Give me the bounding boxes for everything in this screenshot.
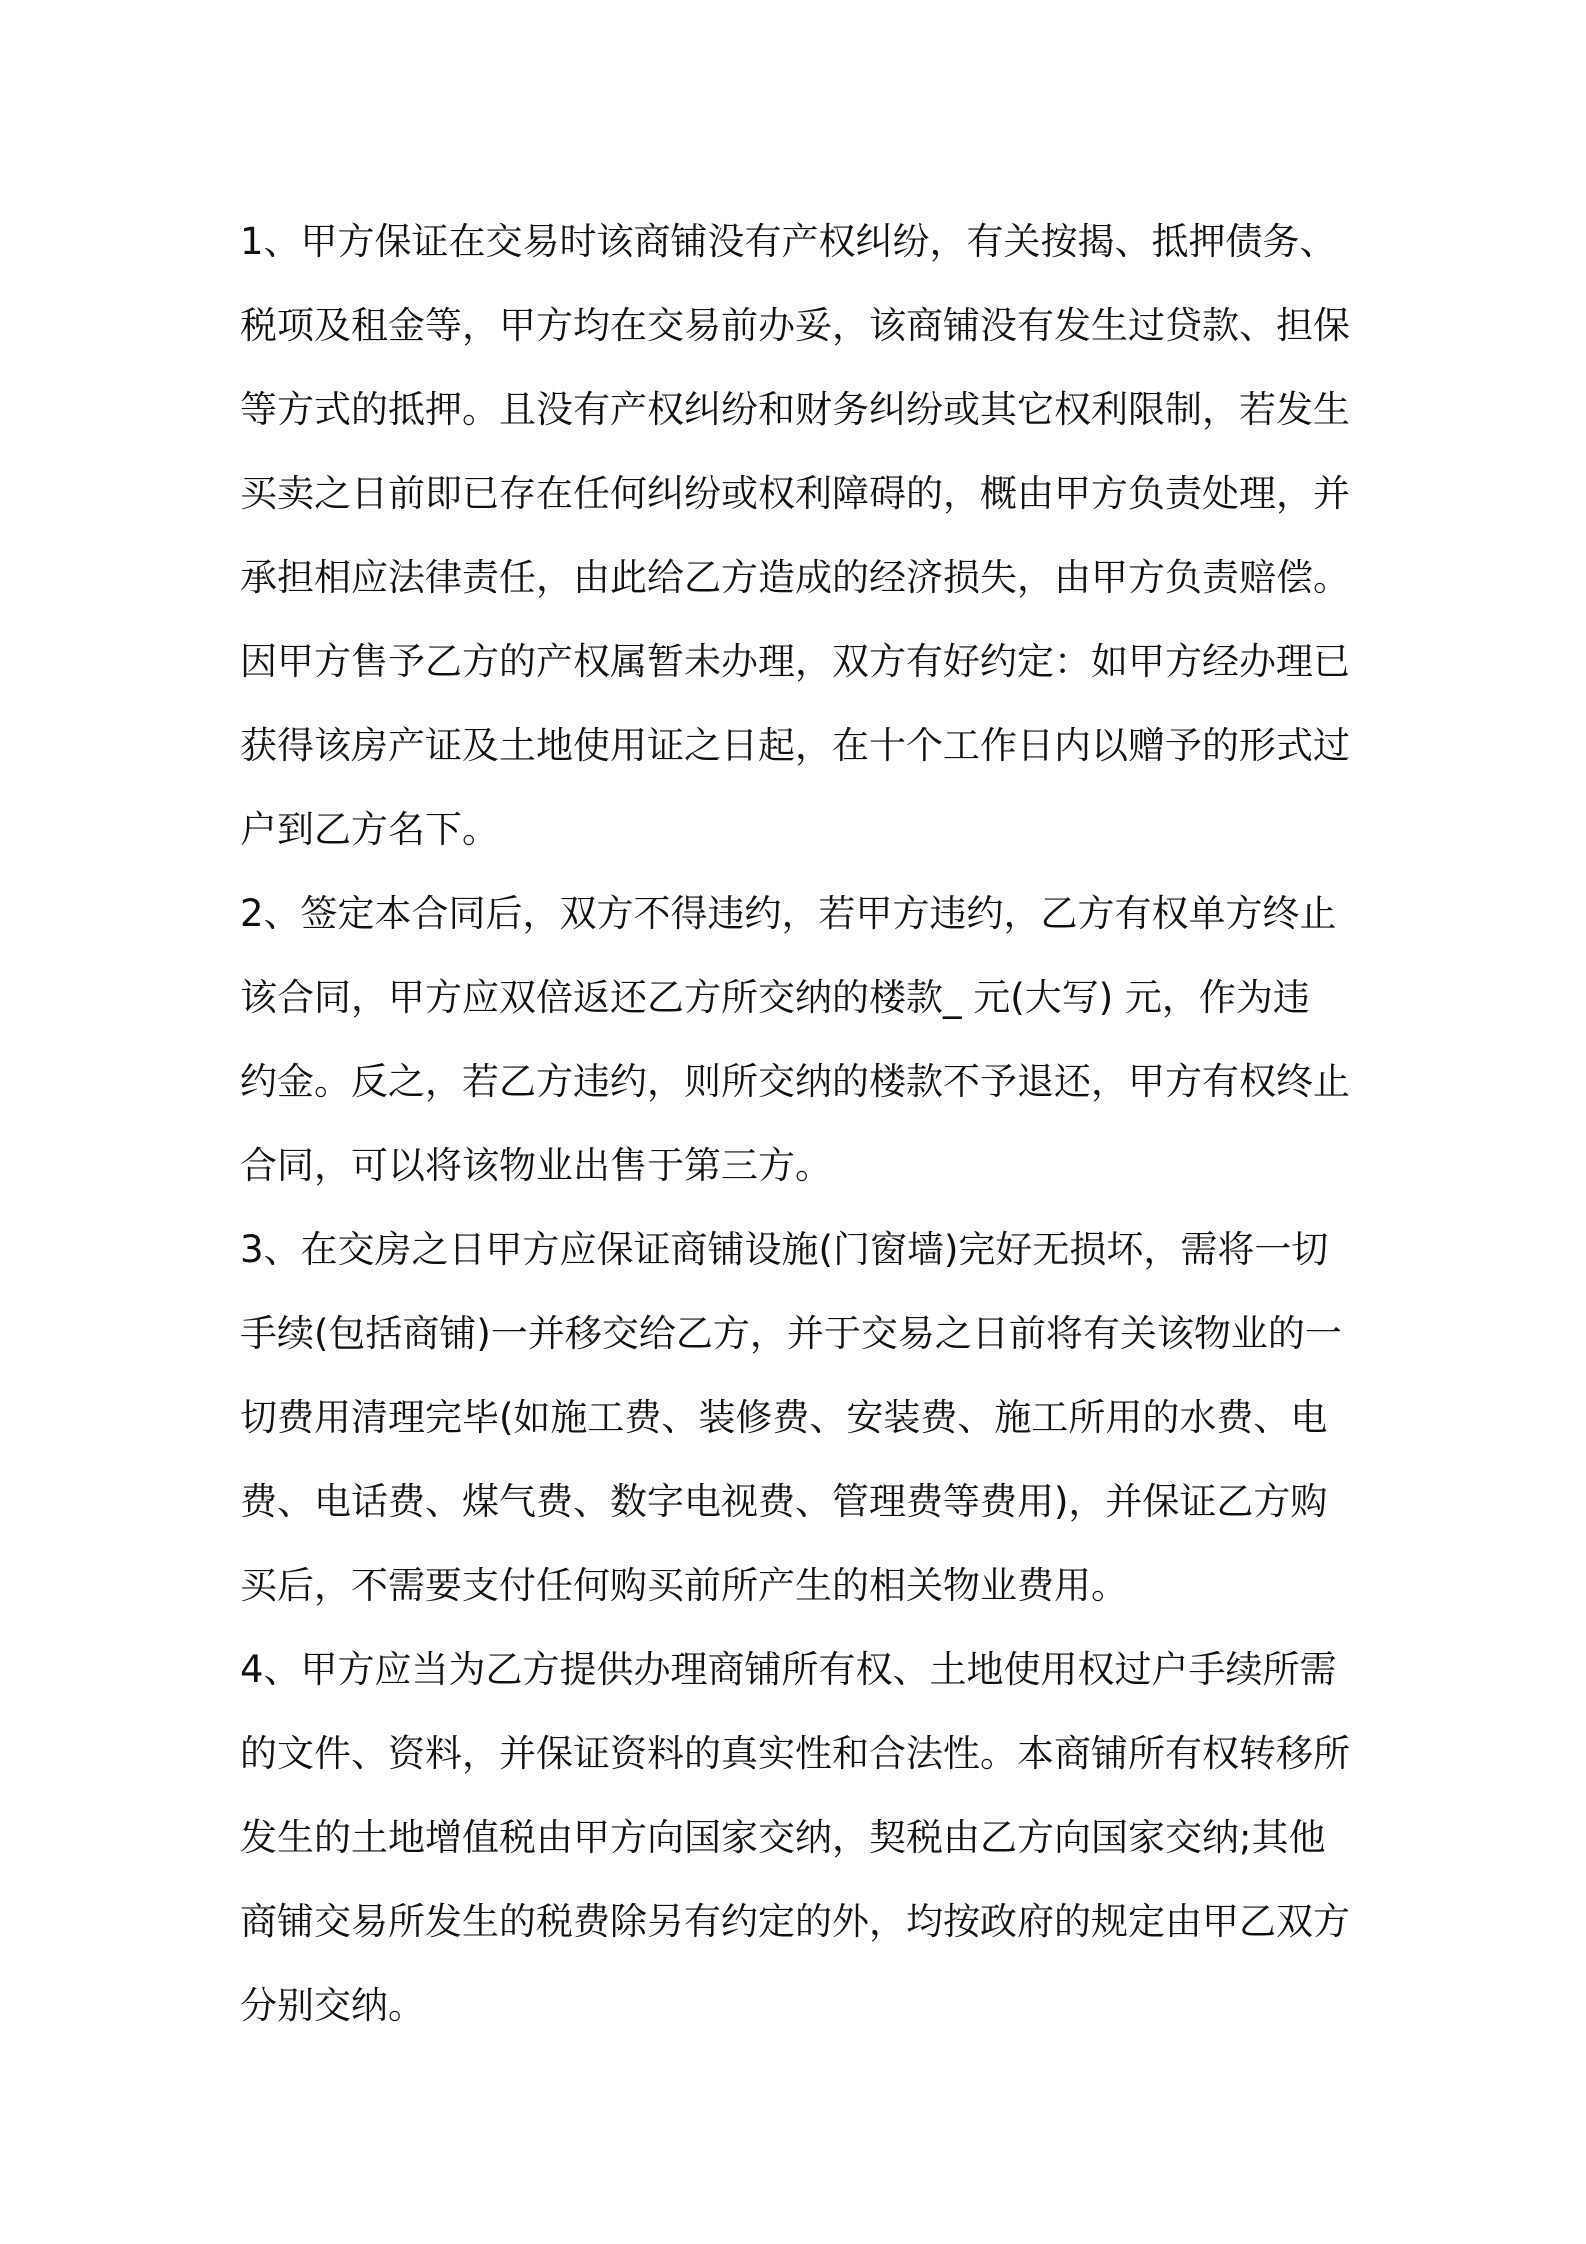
text-line: 买后，不需要支付任何购买前所产生的相关物业费用。 bbox=[240, 1564, 1128, 1607]
text-line: 该合同，甲方应双倍返还乙方所交纳的楼款_ 元(大写) 元，作为违 bbox=[240, 976, 1310, 1019]
text-line: 约金。反之，若乙方违约，则所交纳的楼款不予退还，甲方有权终止 bbox=[240, 1060, 1350, 1103]
text-line: 4、甲方应当为乙方提供办理商铺所有权、土地使用权过户手续所需 bbox=[240, 1648, 1337, 1691]
text-line: 因甲方售予乙方的产权属暂未办理，双方有好约定：如甲方经办理已 bbox=[240, 640, 1350, 683]
text-line: 户到乙方名下。 bbox=[240, 808, 499, 851]
text-line: 2、签定本合同后，双方不得违约，若甲方违约，乙方有权单方终止 bbox=[240, 892, 1337, 935]
text-line: 商铺交易所发生的税费除另有约定的外，均按政府的规定由甲乙双方 bbox=[240, 1900, 1350, 1943]
clause-4 bbox=[240, 1628, 1360, 2048]
text-line: 买卖之日前即已存在任何纠纷或权利障碍的，概由甲方负责处理，并 bbox=[240, 472, 1350, 515]
text-line: 分别交纳。 bbox=[240, 1984, 425, 2027]
text-line: 切费用清理完毕(如施工费、装修费、安装费、施工所用的水费、电 bbox=[240, 1396, 1328, 1439]
document-body bbox=[240, 200, 1360, 2048]
text-line: 1、甲方保证在交易时该商铺没有产权纠纷，有关按揭、抵押债务、 bbox=[240, 220, 1337, 263]
text-line: 手续(包括商铺)一并移交给乙方，并于交易之日前将有关该物业的一 bbox=[240, 1312, 1342, 1355]
text-line: 费、电话费、煤气费、数字电视费、管理费等费用)，并保证乙方购 bbox=[240, 1480, 1328, 1523]
clause-3 bbox=[240, 1208, 1360, 1628]
text-line: 税项及租金等，甲方均在交易前办妥，该商铺没有发生过贷款、担保 bbox=[240, 304, 1350, 347]
text-line: 发生的土地增值税由甲方向国家交纳，契税由乙方向国家交纳;其他 bbox=[240, 1816, 1326, 1859]
text-line: 的文件、资料，并保证资料的真实性和合法性。本商铺所有权转移所 bbox=[240, 1732, 1350, 1775]
text-line: 等方式的抵押。且没有产权纠纷和财务纠纷或其它权利限制，若发生 bbox=[240, 388, 1350, 431]
text-line: 承担相应法律责任，由此给乙方造成的经济损失，由甲方负责赔偿。 bbox=[240, 556, 1350, 599]
text-line: 合同，可以将该物业出售于第三方。 bbox=[240, 1144, 832, 1187]
text-line: 3、在交房之日甲方应保证商铺设施(门窗墙)完好无损坏，需将一切 bbox=[240, 1228, 1329, 1271]
clause-2 bbox=[240, 872, 1360, 1208]
text-line: 获得该房产证及土地使用证之日起，在十个工作日内以赠予的形式过 bbox=[240, 724, 1350, 767]
clause-1 bbox=[240, 200, 1360, 872]
